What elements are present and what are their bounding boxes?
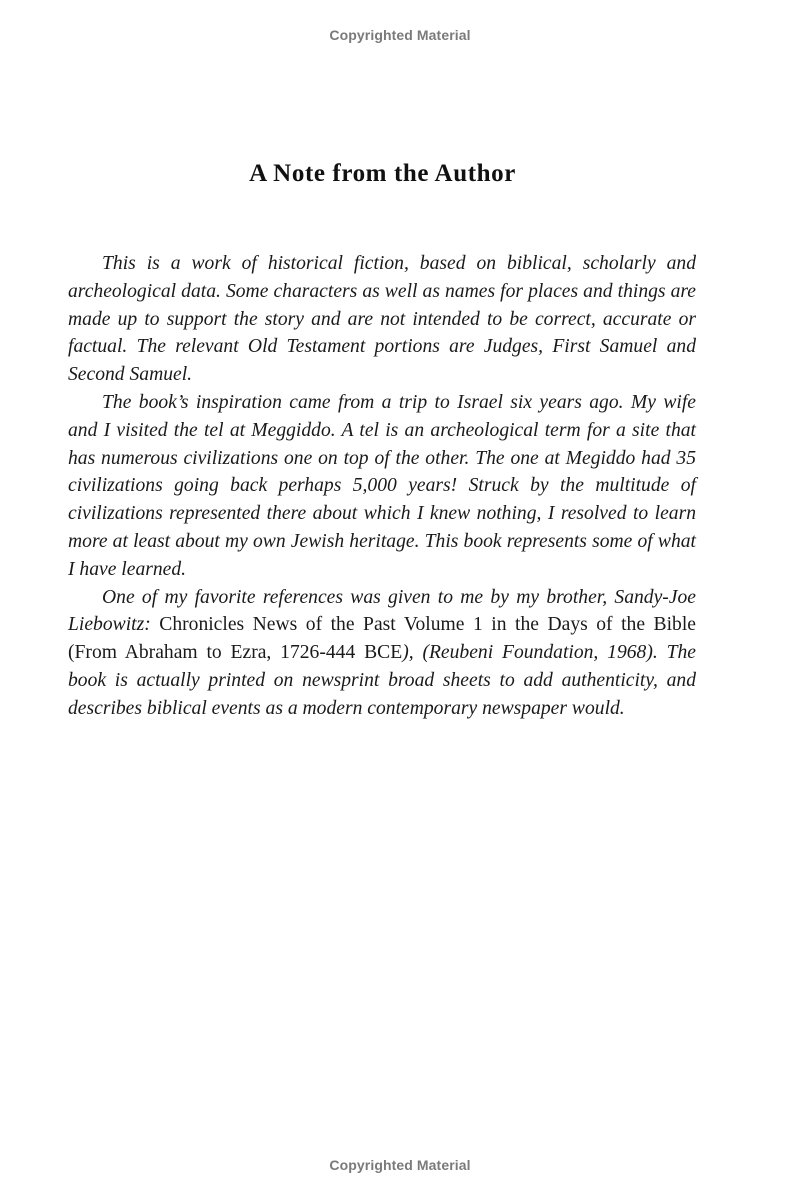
page-title: A Note from the Author	[249, 160, 516, 187]
paragraph-1: This is a work of historical fiction, based on biblical, scholarly and archeological data. Some characters as well as names for places and things are made up to support the story and are not intended to be correct, accurate or factual. The relevant Old Testament portions are Judges, First Samuel and Second Samuel.	[68, 253, 696, 386]
paragraph-3	[68, 584, 696, 723]
reference-publisher-and-description: ), (Reubeni Foundation, 1968). The book is actually printed on newsprint broad sheets to add authenticity, and describes biblical events as a modern contemporary newspaper would.	[68, 642, 696, 719]
reference-intro: One of my favorite references was given to me by my brother, Sandy-Joe Liebowitz:	[68, 586, 696, 636]
copyright-watermark-top: Copyrighted Material	[329, 27, 471, 43]
paragraph-2: The book’s inspiration came from a trip to Israel six years ago. My wife and I visited the tel at Meggiddo. A tel is an archeological term for a site that has numerous civilizations one on top of the other. The one at Megiddo had 35 civilizations going back perhaps 5,000 years! Struck by the multitude of civilizations represented there about which I knew nothing, I resolved to learn more at least about my own Jewish heritage. This book represents some of what I have learned.	[68, 391, 696, 580]
author-note-body	[68, 250, 696, 723]
reference-book-title: Chronicles News of the Past Volume 1 in the Days of the Bible (From Abraham to Ezra, 1726-444 BCE	[68, 614, 696, 664]
copyright-watermark-bottom: Copyrighted Material	[329, 1157, 471, 1173]
